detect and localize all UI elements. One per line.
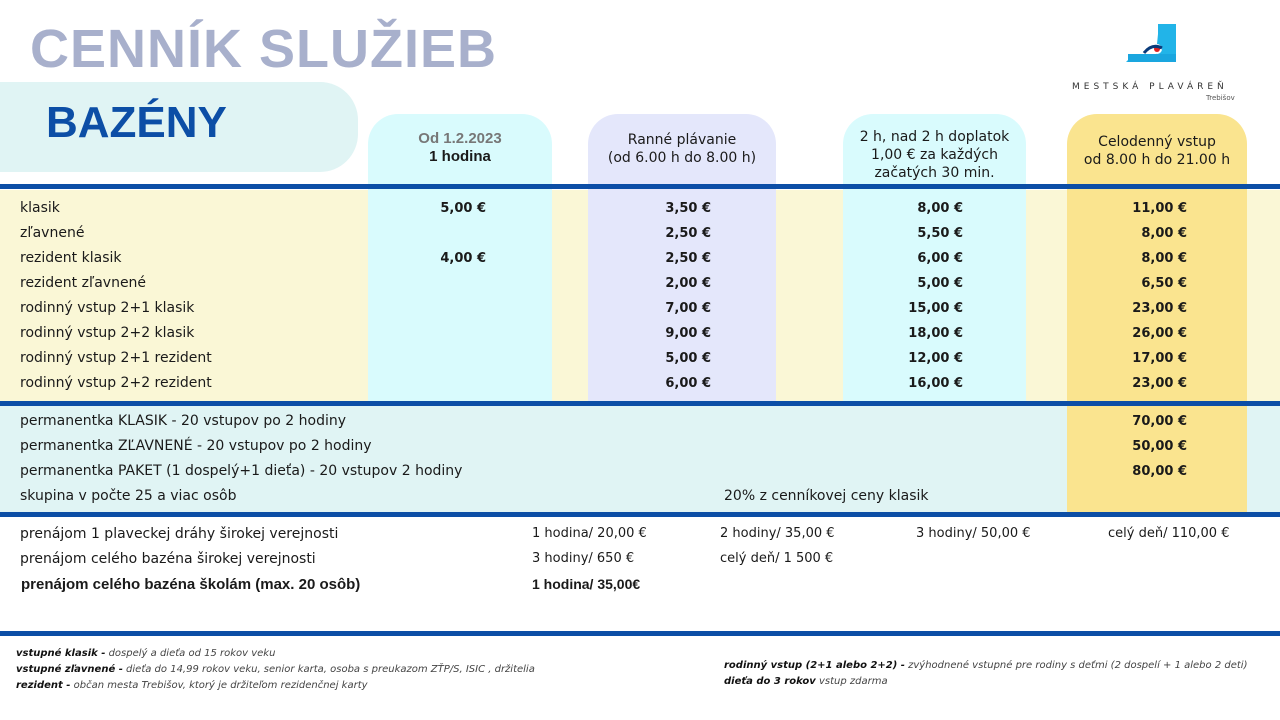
rental-label: prenájom celého bazéna školám (max. 20 osôb) — [21, 576, 361, 593]
price-cell: 12,00 € — [908, 351, 963, 366]
pass-label: permanentka KLASIK - 20 vstupov po 2 hodiny — [20, 413, 347, 429]
price-cell: 23,00 € — [1132, 301, 1187, 316]
divider-rule — [0, 512, 1280, 517]
logo-town: Trebišov — [1206, 94, 1235, 102]
pass-label: permanentka PAKET (1 dospelý+1 dieťa) - 20 vstupov 2 hodiny — [20, 463, 463, 479]
row-label: rodinný vstup 2+1 rezident — [20, 350, 212, 366]
rental-price: 1 hodina/ 35,00€ — [532, 576, 641, 592]
pass-price: 70,00 € — [1132, 414, 1187, 429]
price-cell: 6,50 € — [1141, 276, 1187, 291]
price-cell: 6,00 € — [917, 251, 963, 266]
footnote-term: vstupné klasik - — [16, 648, 106, 659]
price-cell: 17,00 € — [1132, 351, 1187, 366]
section-subtitle: BAZÉNY — [46, 98, 227, 147]
price-cell: 8,00 € — [1141, 226, 1187, 241]
footnote-text: dieťa do 14,99 rokov veku, senior karta, osoba s preukazom ZŤP/S, ISIC , držitelia — [122, 664, 535, 675]
row-label: rodinný vstup 2+2 rezident — [20, 375, 212, 391]
row-label: rodinný vstup 2+1 klasik — [20, 300, 195, 316]
row-label: rezident zľavnené — [20, 275, 147, 291]
footnote-dieta — [724, 674, 1274, 690]
column-header-line: 1 hodina — [429, 148, 491, 165]
footnote-zlavnene — [16, 662, 656, 678]
rental-price: 3 hodiny/ 650 € — [532, 551, 635, 566]
footnote-text: občan mesta Trebišov, ktorý je držiteľom rezidenčnej karty — [70, 680, 368, 691]
logo-name: MESTSKÁ PLAVÁREŇ — [1072, 82, 1228, 92]
rental-price: 1 hodina/ 20,00 € — [532, 526, 647, 541]
column-header-morning — [588, 131, 776, 167]
price-cell: 5,00 € — [440, 201, 486, 216]
price-cell: 5,00 € — [917, 276, 963, 291]
price-cell: 2,00 € — [665, 276, 711, 291]
price-cell: 15,00 € — [908, 301, 963, 316]
pass-label: permanentka ZĽAVNENÉ - 20 vstupov po 2 hodiny — [20, 438, 372, 454]
rental-price: celý deň/ 1 500 € — [720, 551, 834, 566]
price-cell: 7,00 € — [665, 301, 711, 316]
footnote-rodinny — [724, 658, 1274, 674]
column-header-line: od 8.00 h do 21.00 h — [1083, 152, 1231, 168]
row-label: klasik — [20, 200, 60, 216]
group-label: skupina v počte 25 a viac osôb — [20, 488, 237, 504]
rental-label: prenájom 1 plaveckej dráhy širokej verejnosti — [20, 526, 339, 542]
footnote-text: vstup zdarma — [815, 676, 888, 687]
price-cell: 5,00 € — [665, 351, 711, 366]
footnote-text: dospelý a dieťa od 15 rokov veku — [105, 648, 276, 659]
pass-price: 80,00 € — [1132, 464, 1187, 479]
row-label: rezident klasik — [20, 250, 122, 266]
footnote-term: vstupné zľavnené - — [16, 664, 123, 675]
rental-price: celý deň/ 110,00 € — [1108, 526, 1230, 541]
divider-rule — [0, 184, 1280, 189]
footnote-term: dieťa do 3 rokov — [724, 676, 816, 687]
footnote-rezident — [16, 678, 656, 694]
price-cell: 6,00 € — [665, 376, 711, 391]
column-header-line: Ranné plávanie — [627, 132, 737, 148]
footnotes-right — [724, 658, 1274, 690]
price-cell: 18,00 € — [908, 326, 963, 341]
column-header-line: (od 6.00 h do 8.00 h) — [607, 150, 757, 166]
column-header-full-day — [1067, 133, 1247, 169]
price-cell: 3,50 € — [665, 201, 711, 216]
footnote-text: zvýhodnené vstupné pre rodiny s deťmi (2 dospelí + 1 alebo 2 deti) — [904, 660, 1248, 671]
footnote-klasik — [16, 646, 656, 662]
footnote-term: rezident - — [16, 680, 71, 691]
divider-rule — [0, 631, 1280, 636]
footnotes-left — [16, 646, 656, 694]
column-header-line: 1,00 € za každých — [871, 147, 998, 163]
footnote-term: rodinný vstup (2+1 alebo 2+2) - — [724, 660, 905, 671]
price-cell: 8,00 € — [1141, 251, 1187, 266]
column-header-line: Od 1.2.2023 — [418, 130, 502, 147]
column-header-line: Celodenný vstup — [1098, 134, 1216, 150]
row-label: rodinný vstup 2+2 klasik — [20, 325, 195, 341]
rental-label: prenájom celého bazéna širokej verejnosti — [20, 551, 316, 567]
group-discount-note: 20% z cenníkovej ceny klasik — [724, 488, 929, 504]
column-header-line: 2 h, nad 2 h doplatok — [859, 129, 1010, 145]
page-title: CENNÍK SLUŽIEB — [30, 19, 498, 79]
column-header-two-hours — [836, 128, 1033, 182]
swimmer-logo-icon — [1126, 24, 1178, 66]
rental-price: 2 hodiny/ 35,00 € — [720, 526, 835, 541]
price-cell: 5,50 € — [917, 226, 963, 241]
price-cell: 26,00 € — [1132, 326, 1187, 341]
price-cell: 4,00 € — [440, 251, 486, 266]
price-cell: 2,50 € — [665, 226, 711, 241]
divider-rule — [0, 401, 1280, 406]
price-cell: 9,00 € — [665, 326, 711, 341]
price-cell: 8,00 € — [917, 201, 963, 216]
row-label: zľavnené — [20, 225, 85, 241]
price-cell: 11,00 € — [1132, 201, 1187, 216]
column-header-line: začatých 30 min. — [874, 165, 995, 181]
rental-price: 3 hodiny/ 50,00 € — [916, 526, 1031, 541]
column-header-hourly — [368, 130, 552, 166]
price-cell: 23,00 € — [1132, 376, 1187, 391]
pass-price: 50,00 € — [1132, 439, 1187, 454]
price-cell: 16,00 € — [908, 376, 963, 391]
price-cell: 2,50 € — [665, 251, 711, 266]
